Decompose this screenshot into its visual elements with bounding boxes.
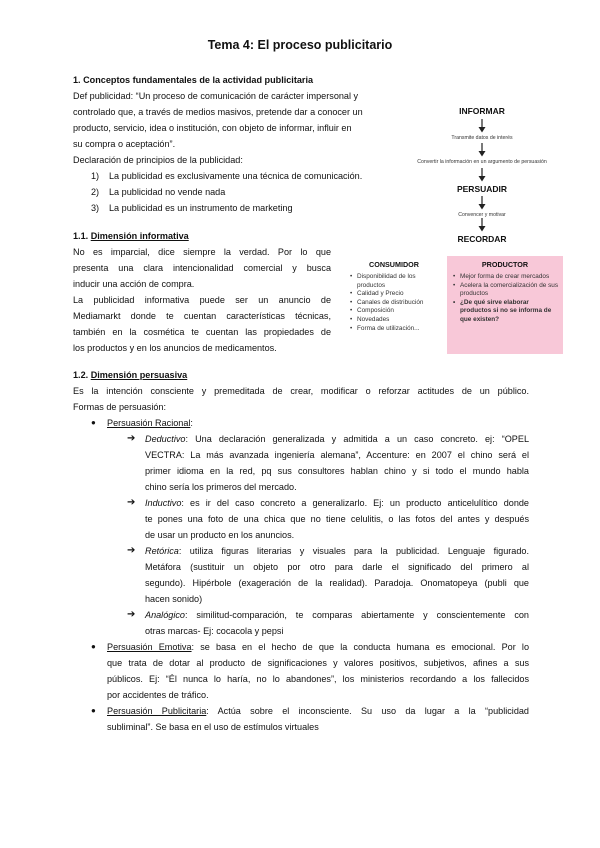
subitem-retorica: ➔ Retórica: utiliza figuras literarias y visuales para la publicidad. Lenguaje figurado. Metáfora (sustituir un objeto por otro para darle el significado del primero al segundo). Hipérbole (exageración de la realidad). Paradoja. Onomatopeya (publi que hacen sonido) — [127, 545, 529, 604]
arrow-right-icon: ➔ — [127, 433, 136, 444]
info-line: Mediamarkt donde te cuentan características técnicas, — [73, 311, 331, 321]
intro-line: Es la intención consciente y premeditada de crear, modificar o reforzar actitudes de un público. — [73, 386, 529, 396]
section-1-heading: 1. Conceptos fundamentales de la actividad publicitaria — [73, 75, 314, 85]
arrow-right-icon: ➔ — [127, 609, 136, 620]
productor-title: PRODUCTOR — [481, 260, 529, 269]
info-line: presenta una clara intencionalidad comercial y busca — [73, 263, 331, 273]
list-item: • ¿De qué sirve elaborar productos si no se informa de que existen? — [453, 299, 559, 325]
diagram-recordar: RECORDAR — [457, 234, 507, 244]
info-line: los productos y en los anuncios de medicamentos. — [73, 343, 277, 353]
principles-list — [73, 168, 398, 216]
subitem-deductivo: ➔ Deductivo: Una declaración generalizada y admitida a un caso concreto. ej: “OPEL VECTRA: La más avanzada ingeniería alemana”, Accenture: en 2007 el chino será el primer idioma en la red, pq sus consultores hablan chino y si todo el mundo habla chino sería los primeros del mercado. — [127, 433, 529, 492]
page-title: Tema 4: El proceso publicitario — [207, 38, 393, 52]
section-1 — [73, 72, 398, 216]
arrow-down-icon — [478, 168, 486, 182]
bullet-icon: ● — [91, 706, 96, 715]
definition-line: producto, servicio, idea o institución, con objeto de informar, influir en — [73, 123, 352, 133]
subitem-inductivo: ➔ Inductivo: es ir del caso concreto a generalizarlo. Ej: un producto anticelulítico donde te pones una foto de una chica que no tiene celulitis, o las fotos del antes y después de usar un producto en los anuncios. — [127, 497, 529, 540]
persuasion-racional: ● Persuasión Racional: — [91, 415, 529, 431]
arrow-down-icon — [478, 196, 486, 210]
definition-line: controlado que, a través de medios masivos, pretende dar a conocer un — [73, 107, 363, 117]
subitem-analogico: ➔ Analógico: similitud-comparación, te comparas abiertamente y conscientemente con otras marcas- Ej: cocacola y pepsi — [127, 609, 529, 636]
principle-item: 1) La publicidad es exclusivamente una técnica de comunicación. — [91, 171, 363, 181]
consumidor-panel — [344, 256, 444, 354]
info-line: también en la cosmética te cuentan las propiedades de — [73, 327, 331, 337]
productor-panel — [447, 256, 563, 354]
list-item: • Canales de distribución — [350, 299, 440, 308]
section-1-2 — [73, 367, 529, 735]
info-line: No es imparcial, dice siempre la verdad. Por lo que — [73, 247, 331, 257]
intro-line: Formas de persuasión: — [73, 402, 167, 412]
list-item: • Mejor forma de crear mercados — [453, 273, 559, 282]
persuasion-publicitaria: ● Persuasión Publicitaria: Actúa sobre el inconsciente. Su uso da lugar a la “publicidad subliminal”. Se basa en el uso de estímulos virtuales — [91, 703, 529, 735]
definition-line: su compra o aceptación”. — [73, 139, 176, 149]
diagram-informar: INFORMAR — [459, 106, 505, 116]
list-item: • Disponibilidad de los productos — [350, 273, 440, 290]
arrow-down-icon — [478, 218, 486, 232]
section-1-2-heading: 1.2. Dimensión persuasiva — [73, 370, 188, 380]
principle-item: 3) La publicidad es un instrumento de marketing — [91, 203, 293, 213]
bullet-icon: ● — [91, 418, 96, 427]
arrow-right-icon: ➔ — [127, 545, 136, 556]
principles-intro: Declaración de principios de la publicidad: — [73, 155, 243, 165]
arrow-down-icon — [478, 119, 486, 133]
list-item: • Calidad y Precio — [350, 290, 440, 299]
diagram-persuadir: PERSUADIR — [456, 184, 508, 194]
info-line: inducir una acción de compra. — [73, 279, 195, 289]
definition-line: Def publicidad: “Un proceso de comunicación de carácter impersonal y — [73, 91, 359, 101]
persuasion-emotiva: ● Persuasión Emotiva: se basa en el hecho de que la conducta humana es emocional. Por lo que trata de dotar al producto de significaciones y valores positivos, subjetivos, afines a sus públicos. Ej: “Él nunca lo haría, no lo abandones”, los ministerios recordando a los fallecidos por accidentes de tráfico. — [91, 639, 529, 703]
list-item: • Acelera la comercialización de sus productos — [453, 282, 559, 299]
list-item: • Composición — [350, 307, 440, 316]
principle-item: 2) La publicidad no vende nada — [91, 187, 226, 197]
bullet-icon: ● — [91, 642, 96, 651]
racional-subitems — [127, 431, 529, 639]
diagram-step: Transmite datos de interés — [451, 135, 513, 141]
consumidor-title: CONSUMIDOR — [369, 260, 419, 269]
arrow-down-icon — [478, 143, 486, 157]
list-item: • Forma de utilización... — [350, 325, 440, 334]
list-item: • Novedades — [350, 316, 440, 325]
diagram-step: Convertir la información en un argumento de persuasión — [417, 159, 547, 165]
arrow-right-icon: ➔ — [127, 497, 136, 508]
section-1-1-heading: 1.1. Dimensión informativa — [73, 231, 189, 241]
section-1-1 — [73, 228, 331, 356]
diagram-step: Convencer y motivar — [458, 212, 506, 218]
info-line: La publicidad informativa puede ser un anuncio de — [73, 295, 331, 305]
